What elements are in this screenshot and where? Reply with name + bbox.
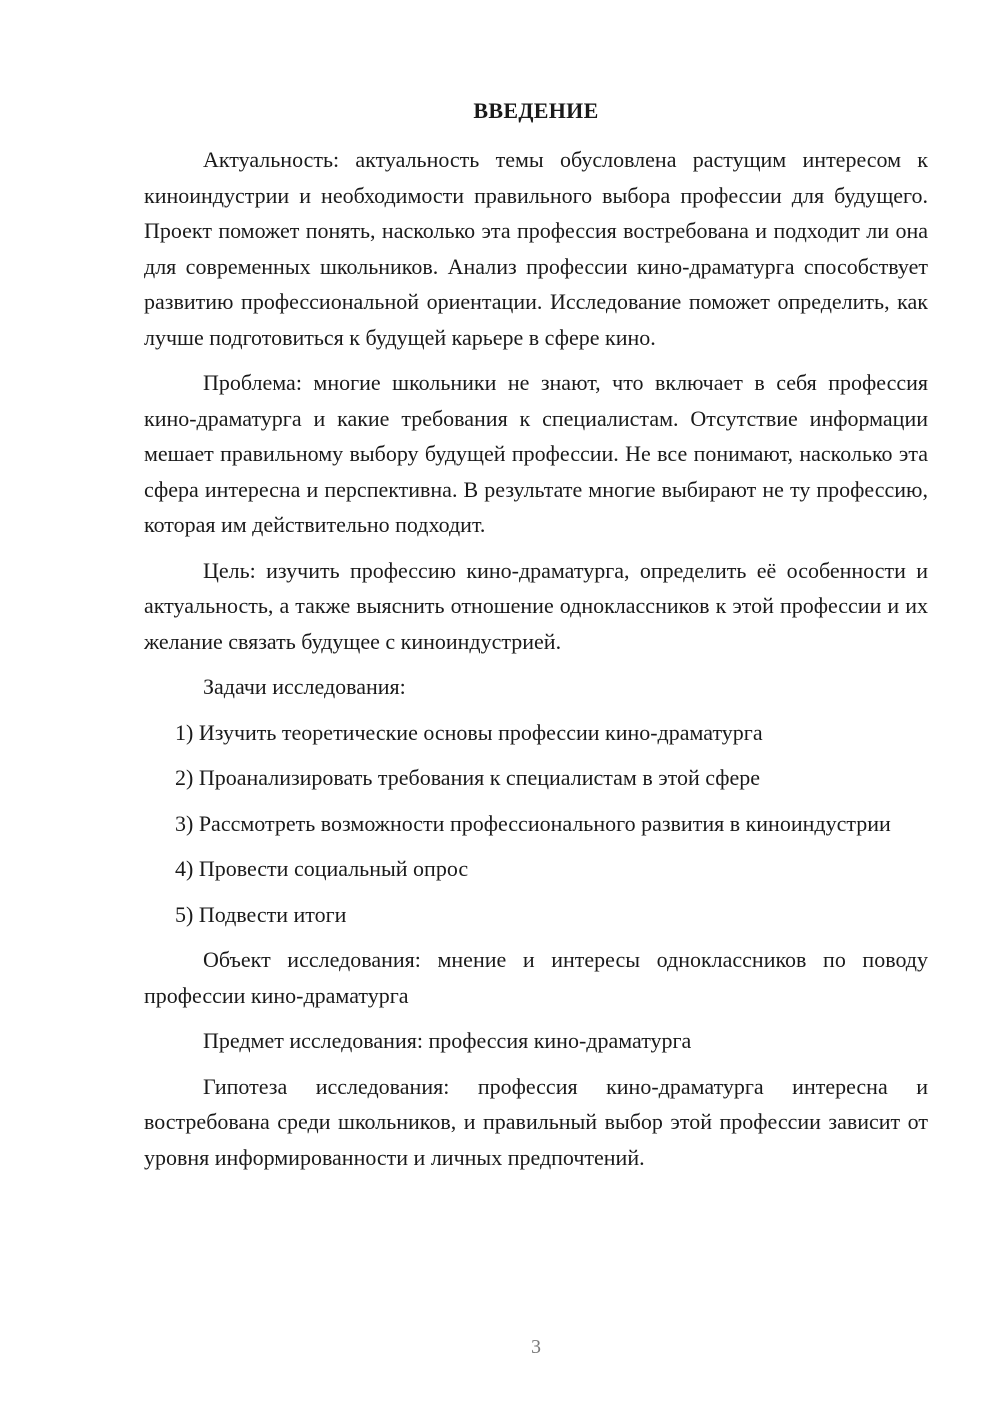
task-item-3: 3) Рассмотреть возможности профессионального развития в киноиндустрии bbox=[175, 810, 891, 836]
paragraph-hypothesis: Гипотеза исследования: профессия кино-драматурга интересна и востребована среди школьников, и правильный выбор этой профессии зависит от уровня информированности и личных предпочтений. bbox=[144, 1073, 928, 1170]
paragraph-problem: Проблема: многие школьники не знают, что включает в себя профессия кино-драматурга и какие требования к специалистам. Отсутствие информации мешает правильному выбору будущей профессии. Не все понимают, насколько эта сфера интересна и перспективна. В результате многие выбирают не ту профессию, которая им действительно подходит. bbox=[144, 370, 928, 537]
paragraph-relevance: Актуальность: актуальность темы обусловлена растущим интересом к киноиндустрии и необходимости правильного выбора профессии для будущего. Проект поможет понять, насколько эта профессия востребована и подходит ли она для современных школьников. Анализ профессии кино-драматурга способствует развитию профессиональной ориентации. Исследование поможет определить, как лучше подготовиться к будущей карьере в сфере кино. bbox=[144, 147, 928, 350]
paragraph-object: Объект исследования: мнение и интересы одноклассников по поводу профессии кино-драматурга bbox=[144, 947, 928, 1008]
task-item-4: 4) Провести социальный опрос bbox=[175, 856, 469, 881]
task-item-2: 2) Проанализировать требования к специалистам в этой сфере bbox=[175, 765, 761, 790]
task-item-1: 1) Изучить теоретические основы профессии кино-драматурга bbox=[175, 719, 763, 745]
paragraph-goal: Цель: изучить профессию кино-драматурга, определить её особенности и актуальность, а также выяснить отношение одноклассников к этой профессии и их желание связать будущее с киноиндустрией. bbox=[144, 557, 928, 654]
paragraph-tasks-heading: Задачи исследования: bbox=[203, 674, 406, 699]
paragraph-subject: Предмет исследования: профессия кино-драматурга bbox=[203, 1028, 692, 1053]
document-body bbox=[144, 142, 928, 1185]
task-item-5: 5) Подвести итоги bbox=[175, 901, 347, 927]
page-number: 3 bbox=[531, 1336, 541, 1358]
section-title: ВВЕДЕНИЕ bbox=[473, 98, 599, 123]
